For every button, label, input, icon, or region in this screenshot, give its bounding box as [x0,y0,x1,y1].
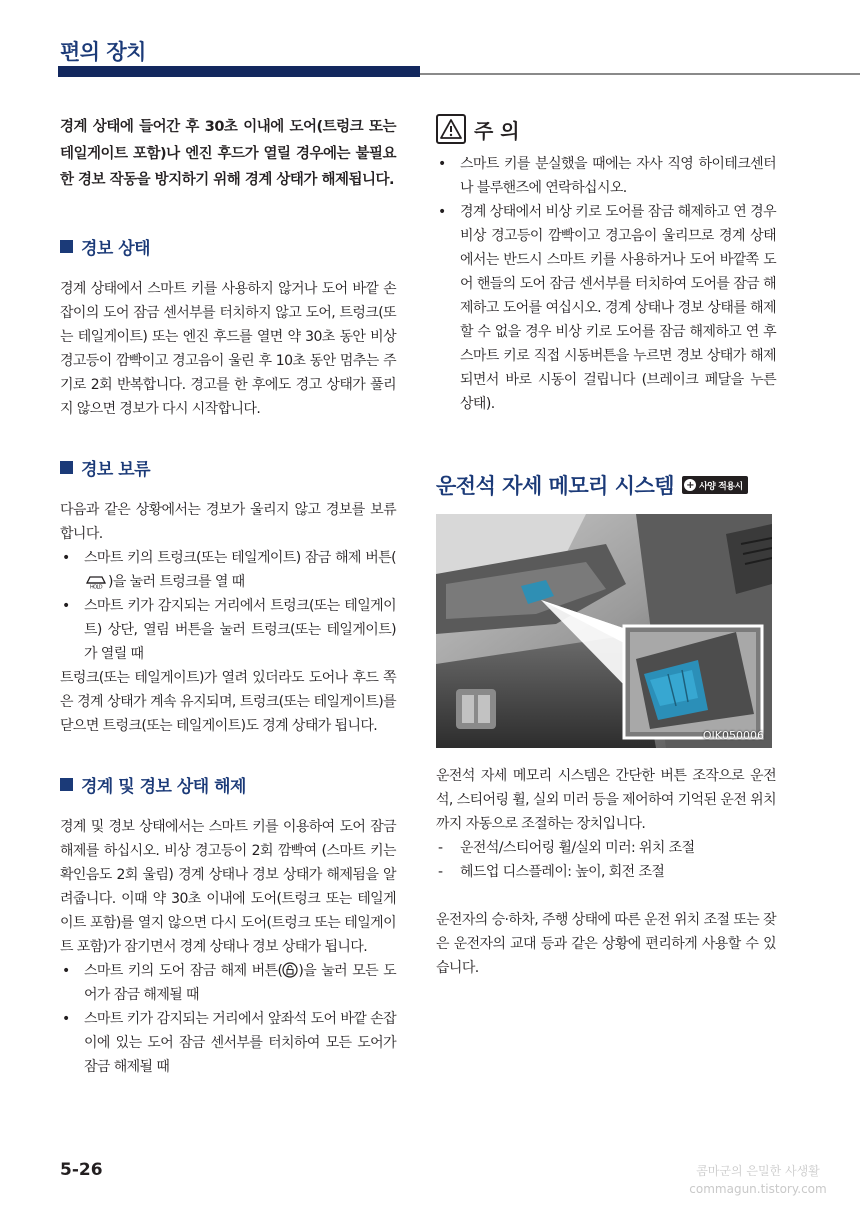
release-heading: 경계 및 경보 상태 해제 [60,772,396,797]
unlock-button-icon [282,962,298,978]
list-item: - 운전석/스티어링 휠/실외 미러: 위치 조절 [436,836,776,860]
watermark: 콤마군의 은밀한 사생활 commagun.tistory.com [689,1164,827,1196]
square-bullet-icon [60,778,73,791]
memory-system-title: 운전석 자세 메모리 시스템 + 사양 적용시 [436,470,776,500]
alarm-state-body: 경계 상태에서 스마트 키를 사용하지 않거나 도어 바깥 손잡이의 도어 잠금 센서부를 터치하지 않고 도어, 트렁크(또는 테일게이트) 또는 엔진 후드를 열면 약 30초 동안 비상 경고등이 깜빡이고 경고음이 울린 후 10초 동안 멈추는 주기로 2회 반복합니다. 경고를 한 후에도 경고 상태가 풀리지 않으면 경보가 다시 시작합니다. [60,280,396,417]
trunk-button-icon [84,573,108,589]
release-body: 경계 및 경보 상태에서는 스마트 키를 이용하여 도어 잠금 해제를 하십시오. 비상 경고등이 2회 깜빡여 (스마트 키는 확인음도 2회 울림) 경계 상태나 경보 상태가 해제됨을 알려줍니다. 이때 약 30초 이내에 도어(트렁크 또는 테일게이트 포함)를 열지 않으면 다시 도어(트렁크 또는 테일게이트 포함)가 잠기면서 경계 상태나 경보 상태가 됩니다. [60,818,396,955]
alarm-hold-body: 트렁크(또는 테일게이트)가 열려 있더라도 도어나 후드 쪽은 경계 상태가 계속 유지되며, 트렁크(또는 테일게이트)를 닫으면 트렁크(또는 테일게이트)도 경계 상태가 됩니다. [60,669,396,734]
header-rule-thick [58,66,420,77]
page-section-title: 편의 장치 [60,40,146,64]
caution-list [436,152,776,416]
memory-system-body2: 운전자의 승·하차, 주행 상태에 따른 운전 위치 조절 또는 잦은 운전자의 교대 등과 같은 상황에 편리하게 사용할 수 있습니다. [436,912,776,976]
svg-text:HOLD: HOLD [90,584,102,589]
option-badge: + 사양 적용시 [682,476,748,494]
door-panel-photo [436,514,772,748]
image-code-label: OIK050006 [702,729,764,742]
square-bullet-icon [60,240,73,253]
list-item: • 스마트 키를 분실했을 때에는 자사 직영 하이테크센터나 블루핸즈에 연락하십시오. [436,152,776,200]
memory-system-body: 운전석 자세 메모리 시스템은 간단한 버튼 조작으로 운전석, 스티어링 휠, 실외 미러 등을 제어하여 기억된 운전 위치까지 자동으로 조절하는 장치입니다. [436,768,776,832]
release-list [60,959,396,1079]
alarm-hold-heading: 경보 보류 [60,455,396,480]
left-column [60,114,396,1079]
square-bullet-icon [60,461,73,474]
list-item: • 스마트 키가 감지되는 거리에서 트렁크(또는 테일게이트) 상단, 열림 버튼을 눌러 트렁크(또는 테일게이트)가 열릴 때 [60,594,396,666]
intro-paragraph: 경계 상태에 들어간 후 30초 이내에 도어(트렁크 또는 테일게이트 포함)나 엔진 후드가 열릴 경우에는 불필요한 경보 작동을 방지하기 위해 경계 상태가 해제됩니다. [60,119,396,188]
memory-system-list [436,836,776,884]
alarm-state-heading: 경보 상태 [60,234,396,259]
warning-triangle-icon [436,114,466,144]
plus-icon: + [684,479,696,491]
list-item: • 스마트 키의 트렁크(또는 테일게이트) 잠금 해제 버튼( HOLD )을 눌러 트렁크를 열 때 [60,546,396,594]
alarm-hold-intro: 다음과 같은 상황에서는 경보가 울리지 않고 경보를 보류합니다. [60,501,396,542]
list-item: - 헤드업 디스플레이: 높이, 회전 조절 [436,860,776,884]
caution-heading: 주 의 [436,114,776,144]
header-rule-thin [420,73,860,75]
page-number: 5-26 [60,1160,103,1180]
list-item: • 스마트 키의 도어 잠금 해제 버튼( )을 눌러 모든 도어가 잠금 해제될 때 [60,959,396,1007]
right-column [436,114,776,980]
list-item: • 경계 상태에서 비상 키로 도어를 잠금 해제하고 연 경우 비상 경고등이 깜빡이고 경고음이 울리므로 경계 상태에서는 반드시 스마트 키를 사용하거나 도어 바깥쪽 도어 핸들의 도어 잠금 센서부를 터치하여 도어를 잠금 해제하고 도어를 여십시오. 경계 상태나 경보 상태를 해제할 수 없을 경우 비상 키로 도어를 잠금 해제하고 연 후 스마트 키로 직접 시동버튼을 누르면 경보 상태가 해제되면서 바로 시동이 걸립니다 (브레이크 페달을 누른 상태). [436,200,776,416]
alarm-hold-list [60,546,396,666]
list-item: • 스마트 키가 감지되는 거리에서 앞좌석 도어 바깥 손잡이에 있는 도어 잠금 센서부를 터치하여 모든 도어가 잠금 해제될 때 [60,1007,396,1079]
